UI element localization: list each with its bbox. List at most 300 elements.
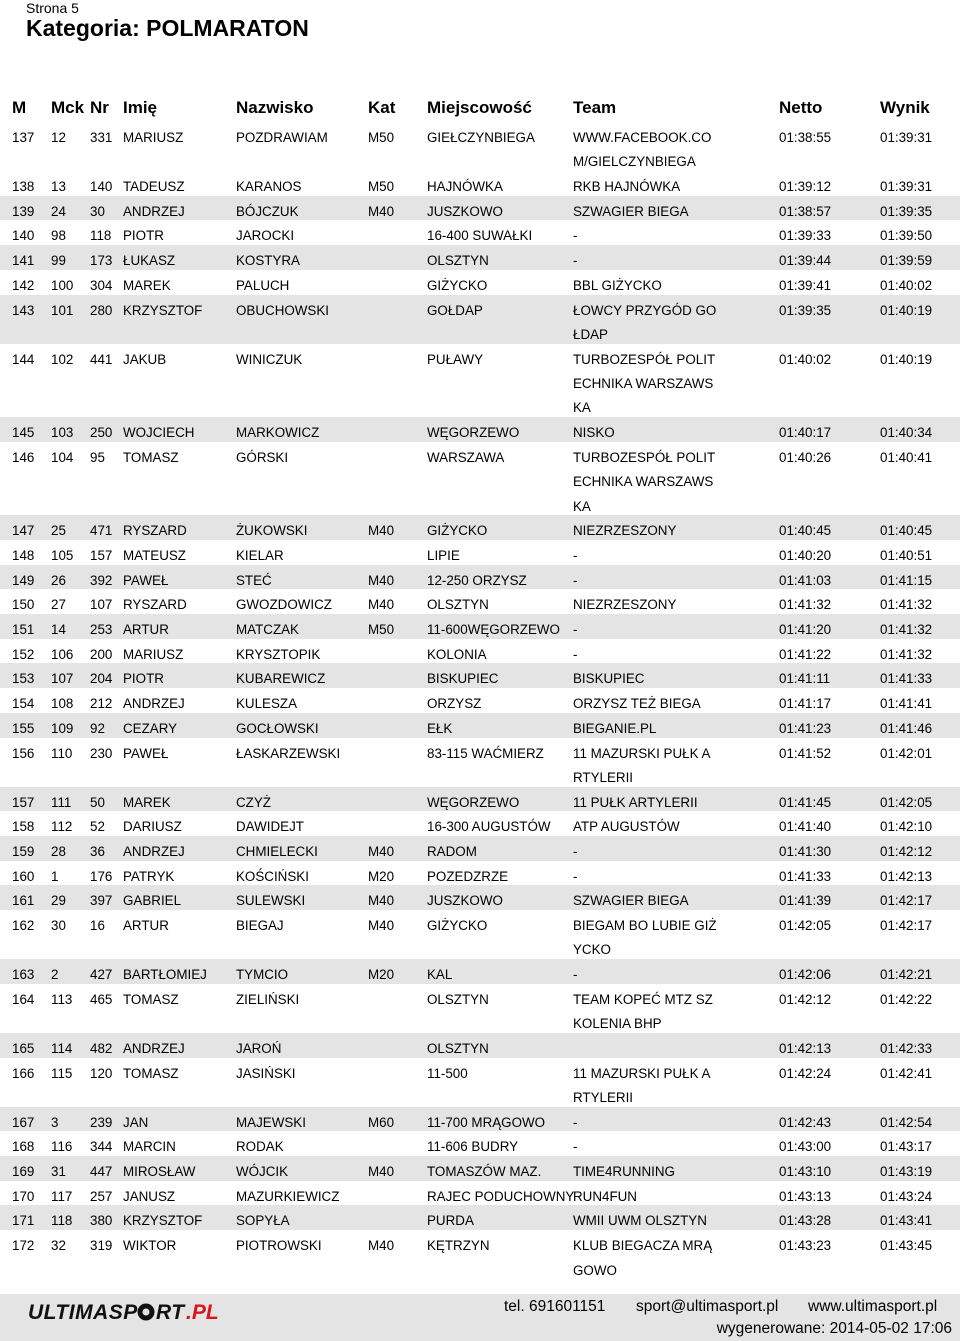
result-time-cell: 01:41:32 — [880, 597, 933, 613]
last-name-cell: ŻUKOWSKI — [236, 523, 308, 539]
net-time-cell: 01:43:28 — [779, 1213, 832, 1229]
first-name-cell: TOMASZ — [123, 991, 179, 1007]
city-cell: EŁK — [427, 720, 453, 736]
last-name-cell: MATCZAK — [236, 622, 299, 638]
net-time-cell: 01:41:11 — [779, 671, 831, 687]
result-time-cell: 01:42:17 — [880, 918, 933, 934]
category-position-cell: 3 — [51, 1114, 59, 1130]
category-position-cell: 117 — [51, 1188, 73, 1204]
header-miejscowosc: Miejscowość — [427, 98, 532, 117]
city-cell: OLSZTYN — [427, 991, 489, 1007]
position-cell: 146 — [12, 449, 35, 465]
category-cell: M20 — [368, 868, 395, 884]
table-row — [0, 1181, 960, 1206]
result-time-cell: 01:40:41 — [880, 449, 933, 465]
result-time-cell: 01:42:33 — [880, 1040, 933, 1056]
last-name-cell: PIOTROWSKI — [236, 1238, 322, 1254]
first-name-cell: ARTUR — [123, 622, 169, 638]
position-cell: 158 — [12, 819, 35, 835]
bib-number-cell: 212 — [90, 696, 113, 712]
city-cell: GOŁDAP — [427, 302, 483, 318]
last-name-cell: BÓJCZUK — [236, 203, 299, 219]
team-cell: TURBOZESPÓŁ POLITECHNIKA WARSZAWSKA — [573, 351, 716, 416]
last-name-cell: SULEWSKI — [236, 893, 306, 909]
footer-website[interactable]: www.ultimasport.pl — [808, 1298, 938, 1315]
category-position-cell: 1 — [51, 868, 59, 884]
category-position-cell: 113 — [51, 991, 73, 1007]
city-cell: GIŻYCKO — [427, 277, 488, 293]
header-kat: Kat — [368, 98, 396, 117]
bib-number-cell: 95 — [90, 449, 105, 465]
category-position-cell: 12 — [51, 130, 66, 145]
team-cell: KLUB BIEGACZA MRĄGOWO — [573, 1238, 713, 1278]
net-time-cell: 01:41:20 — [779, 622, 832, 638]
position-cell: 151 — [12, 622, 35, 638]
last-name-cell: KRYSZTOPIK — [236, 646, 321, 662]
result-time-cell: 01:42:13 — [880, 868, 933, 884]
result-time-cell: 01:41:41 — [880, 696, 933, 712]
category-position-cell: 13 — [51, 179, 66, 195]
table-row — [0, 1131, 960, 1156]
bib-number-cell: 465 — [90, 991, 113, 1007]
net-time-cell: 01:39:12 — [779, 179, 832, 195]
city-cell: POZEDZRZE — [427, 868, 509, 884]
team-cell: - — [573, 228, 578, 244]
table-row — [0, 540, 960, 565]
position-cell: 138 — [12, 179, 35, 195]
result-time-cell: 01:40:34 — [880, 425, 933, 441]
category-cell: M50 — [368, 179, 395, 195]
category-cell: M40 — [368, 597, 395, 613]
table-row — [0, 565, 960, 590]
category-position-cell: 115 — [51, 1065, 73, 1081]
first-name-cell: TOMASZ — [123, 1065, 179, 1081]
table-row — [0, 787, 960, 812]
net-time-cell: 01:40:17 — [779, 425, 832, 441]
position-cell: 164 — [12, 991, 35, 1007]
net-time-cell: 01:41:52 — [779, 745, 832, 761]
category-position-cell: 103 — [51, 425, 74, 441]
category-cell: M20 — [368, 967, 395, 983]
category-position-cell: 109 — [51, 720, 74, 736]
city-cell: OLSZTYN — [427, 1040, 489, 1056]
bib-number-cell: 427 — [90, 967, 113, 983]
table-row — [0, 1107, 960, 1132]
last-name-cell: GWOZDOWICZ — [236, 597, 332, 613]
category-position-cell: 99 — [51, 253, 66, 269]
last-name-cell: JAROŃ — [236, 1040, 282, 1056]
table-row — [0, 245, 960, 270]
first-name-cell: KRZYSZTOF — [123, 1213, 203, 1229]
table-row — [0, 442, 960, 516]
net-time-cell: 01:39:41 — [779, 277, 832, 293]
position-cell: 169 — [12, 1164, 35, 1180]
bib-number-cell: 16 — [90, 918, 105, 934]
net-time-cell: 01:39:44 — [779, 253, 832, 269]
last-name-cell: DAWIDEJT — [236, 819, 304, 835]
result-time-cell: 01:42:05 — [880, 794, 933, 810]
category-position-cell: 100 — [51, 277, 74, 293]
city-cell: JUSZKOWO — [427, 203, 503, 219]
team-cell: WWW.FACEBOOK.COM/GIELCZYNBIEGA — [573, 130, 712, 170]
city-cell: GIEŁCZYNBIEGA — [427, 130, 535, 145]
last-name-cell: SOPYŁA — [236, 1213, 290, 1229]
last-name-cell: WÓJCIK — [236, 1164, 289, 1180]
bib-number-cell: 36 — [90, 843, 105, 859]
team-cell: WMII UWM OLSZTYN — [573, 1213, 707, 1229]
first-name-cell: MAREK — [123, 277, 171, 293]
category-cell: M40 — [368, 572, 395, 588]
team-cell: - — [573, 572, 578, 588]
category-position-cell: 111 — [51, 794, 72, 810]
city-cell: 16-400 SUWAŁKI — [427, 228, 533, 244]
first-name-cell: WOJCIECH — [123, 425, 195, 441]
category-cell: M40 — [368, 893, 395, 909]
bib-number-cell: 280 — [90, 302, 113, 318]
first-name-cell: RYSZARD — [123, 523, 187, 539]
team-cell: - — [573, 1139, 578, 1155]
net-time-cell: 01:41:32 — [779, 597, 832, 613]
bib-number-cell: 50 — [90, 794, 105, 810]
table-header — [0, 98, 960, 120]
result-time-cell: 01:42:54 — [880, 1114, 933, 1130]
position-cell: 157 — [12, 794, 35, 810]
category-position-cell: 27 — [51, 597, 66, 613]
position-cell: 167 — [12, 1114, 35, 1130]
svg-text:.PL: .PL — [186, 1301, 219, 1323]
net-time-cell: 01:43:13 — [779, 1188, 832, 1204]
result-time-cell: 01:39:35 — [880, 203, 933, 219]
last-name-cell: JAROCKI — [236, 228, 295, 244]
position-cell: 143 — [12, 302, 35, 318]
last-name-cell: MAJEWSKI — [236, 1114, 306, 1130]
position-cell: 141 — [12, 253, 35, 269]
bib-number-cell: 344 — [90, 1139, 113, 1155]
net-time-cell: 01:42:13 — [779, 1040, 832, 1056]
last-name-cell: KOŚCIŃSKI — [236, 868, 309, 884]
category-position-cell: 107 — [51, 671, 74, 687]
city-cell: TOMASZÓW MAZ. — [427, 1164, 542, 1180]
table-row — [0, 270, 960, 295]
first-name-cell: TADEUSZ — [123, 179, 185, 195]
category-cell: M50 — [368, 622, 395, 638]
ultimasport-logo — [28, 1301, 268, 1323]
position-cell: 159 — [12, 843, 35, 859]
net-time-cell: 01:41:17 — [779, 696, 832, 712]
city-cell: 11-606 BUDRY — [427, 1139, 519, 1155]
position-cell: 148 — [12, 548, 35, 563]
last-name-cell: TYMCIO — [236, 967, 289, 983]
last-name-cell: GÓRSKI — [236, 449, 289, 465]
category-position-cell: 28 — [51, 843, 66, 859]
team-cell: - — [573, 253, 578, 269]
category-cell: M40 — [368, 1164, 395, 1180]
team-cell: RKB HAJNÓWKA — [573, 179, 681, 195]
position-cell: 162 — [12, 918, 35, 934]
category-position-cell: 108 — [51, 696, 74, 712]
category-cell: M40 — [368, 843, 395, 859]
last-name-cell: KUBAREWICZ — [236, 671, 326, 687]
result-time-cell: 01:43:19 — [880, 1164, 933, 1180]
last-name-cell: KOSTYRA — [236, 253, 300, 269]
table-row — [0, 688, 960, 713]
net-time-cell: 01:42:05 — [779, 918, 832, 934]
bib-number-cell: 380 — [90, 1213, 113, 1229]
position-cell: 155 — [12, 720, 35, 736]
city-cell: KĘTRZYN — [427, 1238, 490, 1254]
result-time-cell: 01:42:22 — [880, 991, 933, 1007]
table-row — [0, 1156, 960, 1181]
net-time-cell: 01:42:43 — [779, 1114, 832, 1130]
first-name-cell: PAWEŁ — [123, 745, 169, 761]
table-row — [0, 910, 960, 959]
svg-text:RT: RT — [156, 1301, 185, 1323]
bib-number-cell: 157 — [90, 548, 113, 563]
net-time-cell: 01:38:57 — [779, 203, 832, 219]
bib-number-cell: 239 — [90, 1114, 113, 1130]
table-row — [0, 811, 960, 836]
last-name-cell: ZIELIŃSKI — [236, 991, 300, 1007]
table-row — [0, 639, 960, 664]
table-row — [0, 295, 960, 344]
header-wynik: Wynik — [880, 98, 930, 117]
team-cell: NIEZRZESZONY — [573, 597, 677, 613]
city-cell: 11-700 MRĄGOWO — [427, 1114, 546, 1130]
team-cell: BIEGANIE.PL — [573, 720, 657, 736]
bib-number-cell: 250 — [90, 425, 113, 441]
city-cell: WARSZAWA — [427, 449, 505, 465]
team-cell: ŁOWCY PRZYGÓD GOŁDAP — [573, 302, 717, 342]
position-cell: 165 — [12, 1040, 35, 1056]
city-cell: 11-500 — [427, 1065, 468, 1081]
result-time-cell: 01:43:24 — [880, 1188, 933, 1204]
category-position-cell: 30 — [51, 918, 66, 934]
result-time-cell: 01:40:45 — [880, 523, 933, 539]
result-time-cell: 01:40:19 — [880, 302, 933, 318]
position-cell: 153 — [12, 671, 35, 687]
team-cell: - — [573, 967, 578, 983]
city-cell: OLSZTYN — [427, 253, 489, 269]
net-time-cell: 01:41:39 — [779, 893, 832, 909]
last-name-cell: MAZURKIEWICZ — [236, 1188, 340, 1204]
city-cell: RAJEC PODUCHOWNY — [427, 1188, 575, 1204]
result-time-cell: 01:39:59 — [880, 253, 933, 269]
team-cell: NISKO — [573, 425, 615, 441]
last-name-cell: MARKOWICZ — [236, 425, 320, 441]
city-cell: PUŁAWY — [427, 351, 484, 367]
city-cell: PURDA — [427, 1213, 474, 1229]
table-row — [0, 344, 960, 418]
net-time-cell: 01:41:03 — [779, 572, 832, 588]
category-position-cell: 112 — [51, 819, 73, 835]
first-name-cell: MATEUSZ — [123, 548, 186, 563]
team-cell: SZWAGIER BIEGA — [573, 203, 689, 219]
team-cell: 11 PUŁK ARTYLERII — [573, 794, 698, 810]
first-name-cell: PAWEŁ — [123, 572, 169, 588]
first-name-cell: JAN — [123, 1114, 149, 1130]
category-position-cell: 2 — [51, 967, 59, 983]
net-time-cell: 01:40:20 — [779, 548, 832, 563]
position-cell: 154 — [12, 696, 35, 712]
team-cell: - — [573, 843, 578, 859]
city-cell: WĘGORZEWO — [427, 794, 520, 810]
team-cell: BISKUPIEC — [573, 671, 645, 687]
bib-number-cell: 230 — [90, 745, 113, 761]
svg-text:ULTIMASP: ULTIMASP — [28, 1301, 138, 1323]
net-time-cell: 01:41:45 — [779, 794, 832, 810]
footer-email[interactable]: sport@ultimasport.pl — [636, 1298, 779, 1315]
team-cell: BIEGAM BO LUBIE GIŻYCKO — [573, 918, 717, 958]
city-cell: GIŻYCKO — [427, 918, 488, 934]
table-row — [0, 417, 960, 442]
team-cell: ATP AUGUSTÓW — [573, 819, 680, 835]
category-position-cell: 114 — [51, 1040, 73, 1056]
city-cell: 11-600WĘGORZEWO — [427, 622, 560, 638]
city-cell: WĘGORZEWO — [427, 425, 520, 441]
header-mck: Mck — [51, 98, 85, 117]
first-name-cell: KRZYSZTOF — [123, 302, 203, 318]
first-name-cell: JANUSZ — [123, 1188, 176, 1204]
city-cell: 16-300 AUGUSTÓW — [427, 819, 551, 835]
city-cell: OLSZTYN — [427, 597, 489, 613]
net-time-cell: 01:41:30 — [779, 843, 832, 859]
first-name-cell: JAKUB — [123, 351, 167, 367]
table-row — [0, 171, 960, 196]
last-name-cell: KULESZA — [236, 696, 298, 712]
position-cell: 137 — [12, 130, 35, 145]
net-time-cell: 01:40:02 — [779, 351, 832, 367]
table-row — [0, 861, 960, 886]
table-row — [0, 220, 960, 245]
category-cell: M40 — [368, 523, 395, 539]
net-time-cell: 01:43:23 — [779, 1238, 832, 1254]
net-time-cell: 01:40:45 — [779, 523, 832, 539]
position-cell: 147 — [12, 523, 35, 539]
net-time-cell: 01:41:33 — [779, 868, 832, 884]
net-time-cell: 01:42:12 — [779, 991, 832, 1007]
table-row — [0, 614, 960, 639]
position-cell: 156 — [12, 745, 35, 761]
first-name-cell: MARIUSZ — [123, 646, 184, 662]
last-name-cell: STEĆ — [236, 572, 272, 588]
first-name-cell: ARTUR — [123, 918, 169, 934]
first-name-cell: ŁUKASZ — [123, 253, 176, 269]
city-cell: LIPIE — [427, 548, 460, 563]
category-position-cell: 106 — [51, 646, 74, 662]
position-cell: 139 — [12, 203, 35, 219]
table-row — [0, 1058, 960, 1107]
bib-number-cell: 392 — [90, 572, 113, 588]
result-time-cell: 01:43:17 — [880, 1139, 933, 1155]
category-position-cell: 32 — [51, 1238, 66, 1254]
position-cell: 152 — [12, 646, 35, 662]
position-cell: 150 — [12, 597, 35, 613]
result-time-cell: 01:43:45 — [880, 1238, 933, 1254]
first-name-cell: PATRYK — [123, 868, 175, 884]
city-cell: HAJNÓWKA — [427, 179, 503, 195]
team-cell: - — [573, 868, 578, 884]
result-time-cell: 01:41:32 — [880, 646, 933, 662]
position-cell: 168 — [12, 1139, 35, 1155]
first-name-cell: PIOTR — [123, 671, 164, 687]
team-cell: TURBOZESPÓŁ POLITECHNIKA WARSZAWSKA — [573, 449, 716, 514]
team-cell: BBL GIŻYCKO — [573, 277, 662, 293]
net-time-cell: 01:42:06 — [779, 967, 832, 983]
bib-number-cell: 173 — [90, 253, 113, 269]
result-time-cell: 01:40:02 — [880, 277, 933, 293]
position-cell: 166 — [12, 1065, 35, 1081]
city-cell: GIŻYCKO — [427, 523, 488, 539]
position-cell: 145 — [12, 425, 35, 441]
last-name-cell: BIEGAJ — [236, 918, 284, 934]
position-cell: 140 — [12, 228, 35, 244]
first-name-cell: MAREK — [123, 794, 171, 810]
result-time-cell: 01:39:31 — [880, 130, 933, 145]
table-row — [0, 959, 960, 984]
city-cell: KAL — [427, 967, 453, 983]
last-name-cell: RODAK — [236, 1139, 284, 1155]
city-cell: BISKUPIEC — [427, 671, 499, 687]
position-cell: 171 — [12, 1213, 35, 1229]
bib-number-cell: 204 — [90, 671, 113, 687]
net-time-cell: 01:40:26 — [779, 449, 832, 465]
category-cell: M40 — [368, 918, 395, 934]
category-position-cell: 31 — [51, 1164, 66, 1180]
last-name-cell: CZYŻ — [236, 794, 271, 810]
table-row — [0, 836, 960, 861]
first-name-cell: MIROSŁAW — [123, 1164, 196, 1180]
team-cell: 11 MAZURSKI PUŁK ARTYLERII — [573, 745, 711, 785]
last-name-cell: OBUCHOWSKI — [236, 302, 329, 318]
category-position-cell: 116 — [51, 1139, 73, 1155]
category-position-cell: 26 — [51, 572, 66, 588]
table-row — [0, 885, 960, 910]
bib-number-cell: 441 — [90, 351, 113, 367]
bib-number-cell: 471 — [90, 523, 113, 539]
results-table — [0, 122, 960, 1279]
category-position-cell: 102 — [51, 351, 74, 367]
net-time-cell: 01:39:35 — [779, 302, 832, 318]
team-cell: - — [573, 548, 578, 563]
bib-number-cell: 447 — [90, 1164, 113, 1180]
result-time-cell: 01:42:10 — [880, 819, 933, 835]
header-imie: Imię — [123, 98, 158, 117]
net-time-cell: 01:41:22 — [779, 646, 832, 662]
team-cell: TIME4RUNNING — [573, 1164, 675, 1180]
city-cell: ORZYSZ — [427, 696, 482, 712]
city-cell: 83-115 WAĆMIERZ — [427, 745, 544, 761]
category-position-cell: 105 — [51, 548, 74, 563]
category-position-cell: 101 — [51, 302, 74, 318]
category-position-cell: 98 — [51, 228, 66, 244]
result-time-cell: 01:42:17 — [880, 893, 933, 909]
result-time-cell: 01:42:41 — [880, 1065, 933, 1081]
last-name-cell: JASIŃSKI — [236, 1065, 296, 1081]
team-cell: NIEZRZESZONY — [573, 523, 677, 539]
table-row — [0, 196, 960, 221]
result-time-cell: 01:41:32 — [880, 622, 933, 638]
category-cell: M40 — [368, 1238, 395, 1254]
bib-number-cell: 319 — [90, 1238, 113, 1254]
position-cell: 149 — [12, 572, 35, 588]
net-time-cell: 01:42:24 — [779, 1065, 832, 1081]
team-cell: TEAM KOPEĆ MTZ SZKOLENIA BHP — [573, 991, 713, 1032]
net-time-cell: 01:43:10 — [779, 1164, 832, 1180]
position-cell: 161 — [12, 893, 35, 909]
page-title: Kategoria: POLMARATON — [26, 15, 309, 41]
table-row — [0, 515, 960, 540]
table-row — [0, 122, 960, 171]
